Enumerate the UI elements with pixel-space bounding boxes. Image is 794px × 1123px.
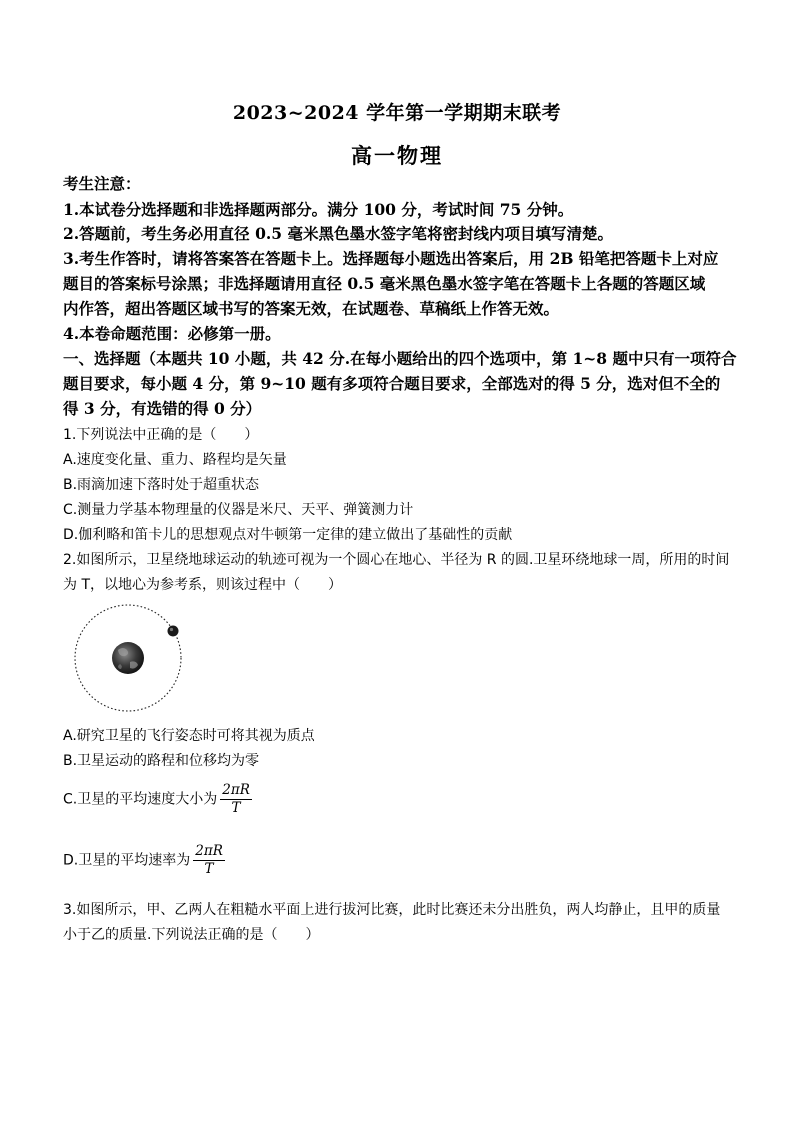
exam-subject: 高一物理 [351, 143, 443, 168]
notice-heading: 考生注意： [63, 174, 141, 193]
fraction-numerator: 2πR [195, 843, 223, 859]
fraction-numerator: 2πR [222, 782, 250, 798]
satellite-orbit-figure [68, 604, 188, 716]
q2-option-d [63, 843, 735, 878]
q2-stem-line-2: 为 T，以地心为参考系，则该过程中（ ） [63, 577, 343, 593]
q2-option-d-text: D.卫星的平均速率为 [63, 852, 191, 869]
notice-line-4: 题目的答案标号涂黑；非选择题请用直径 0.5 毫米黑色墨水签字笔在答题卡上各题的答题区域 [63, 274, 706, 293]
fraction-denominator: T [204, 861, 214, 877]
earth-icon [112, 642, 144, 674]
q3-stem-line-1: 3.如图所示，甲、乙两人在粗糙水平面上进行拔河比赛，此时比赛还未分出胜负，两人均静止，且甲的质量 [63, 902, 721, 918]
q1-option-c: C.测量力学基本物理量的仪器是米尺、天平、弹簧测力计 [63, 502, 414, 518]
q1-option-b: B.雨滴加速下落时处于超重状态 [63, 477, 260, 493]
q2-option-c [63, 782, 735, 817]
q2-stem-line-1: 2.如图所示，卫星绕地球运动的轨迹可视为一个圆心在地心、半径为 R 的圆.卫星环绕地球一周，所用的时间 [63, 552, 730, 568]
q1-stem: 1.下列说法中正确的是（ ） [63, 427, 259, 443]
notice-line-1: 1.本试卷分选择题和非选择题两部分。满分 100 分，考试时间 75 分钟。 [63, 200, 574, 219]
exam-title: 2023~2024 学年第一学期期末联考 [232, 102, 562, 124]
q2-option-c-text: C.卫星的平均速度大小为 [63, 791, 218, 808]
q2-option-b: B.卫星运动的路程和位移均为零 [63, 753, 260, 769]
notice-line-3: 3.考生作答时，请将答案答在答题卡上。选择题每小题选出答案后，用 2B 铅笔把答题卡上对应 [63, 249, 719, 268]
satellite-icon [168, 626, 179, 637]
average-velocity-fraction [220, 782, 252, 817]
q1-option-d: D.伽利略和笛卡儿的思想观点对牛顿第一定律的建立做出了基础性的贡献 [63, 527, 513, 543]
q3-stem-line-2: 小于乙的质量.下列说法正确的是（ ） [63, 927, 320, 943]
notice-line-2: 2.答题前，考生务必用直径 0.5 毫米黑色墨水签字笔将密封线内项目填写清楚。 [63, 224, 613, 243]
section-heading-line-1: 一、选择题（本题共 10 小题，共 42 分.在每小题给出的四个选项中，第 1~8 题中只有一项符合 [63, 349, 737, 368]
q2-option-a: A.研究卫星的飞行姿态时可将其视为质点 [63, 728, 315, 744]
notice-line-5: 内作答，超出答题区域书写的答案无效，在试题卷、草稿纸上作答无效。 [63, 299, 560, 318]
average-speed-fraction [193, 843, 225, 878]
fraction-denominator: T [231, 800, 241, 816]
section-heading-line-3: 得 3 分，有选错的得 0 分） [63, 399, 262, 418]
q1-option-a: A.速度变化量、重力、路程均是矢量 [63, 452, 287, 468]
section-heading-line-2: 题目要求，每小题 4 分，第 9~10 题有多项符合题目要求，全部选对的得 5 分，选对但不全的 [63, 374, 721, 393]
notice-line-6: 4.本卷命题范围：必修第一册。 [63, 324, 281, 343]
